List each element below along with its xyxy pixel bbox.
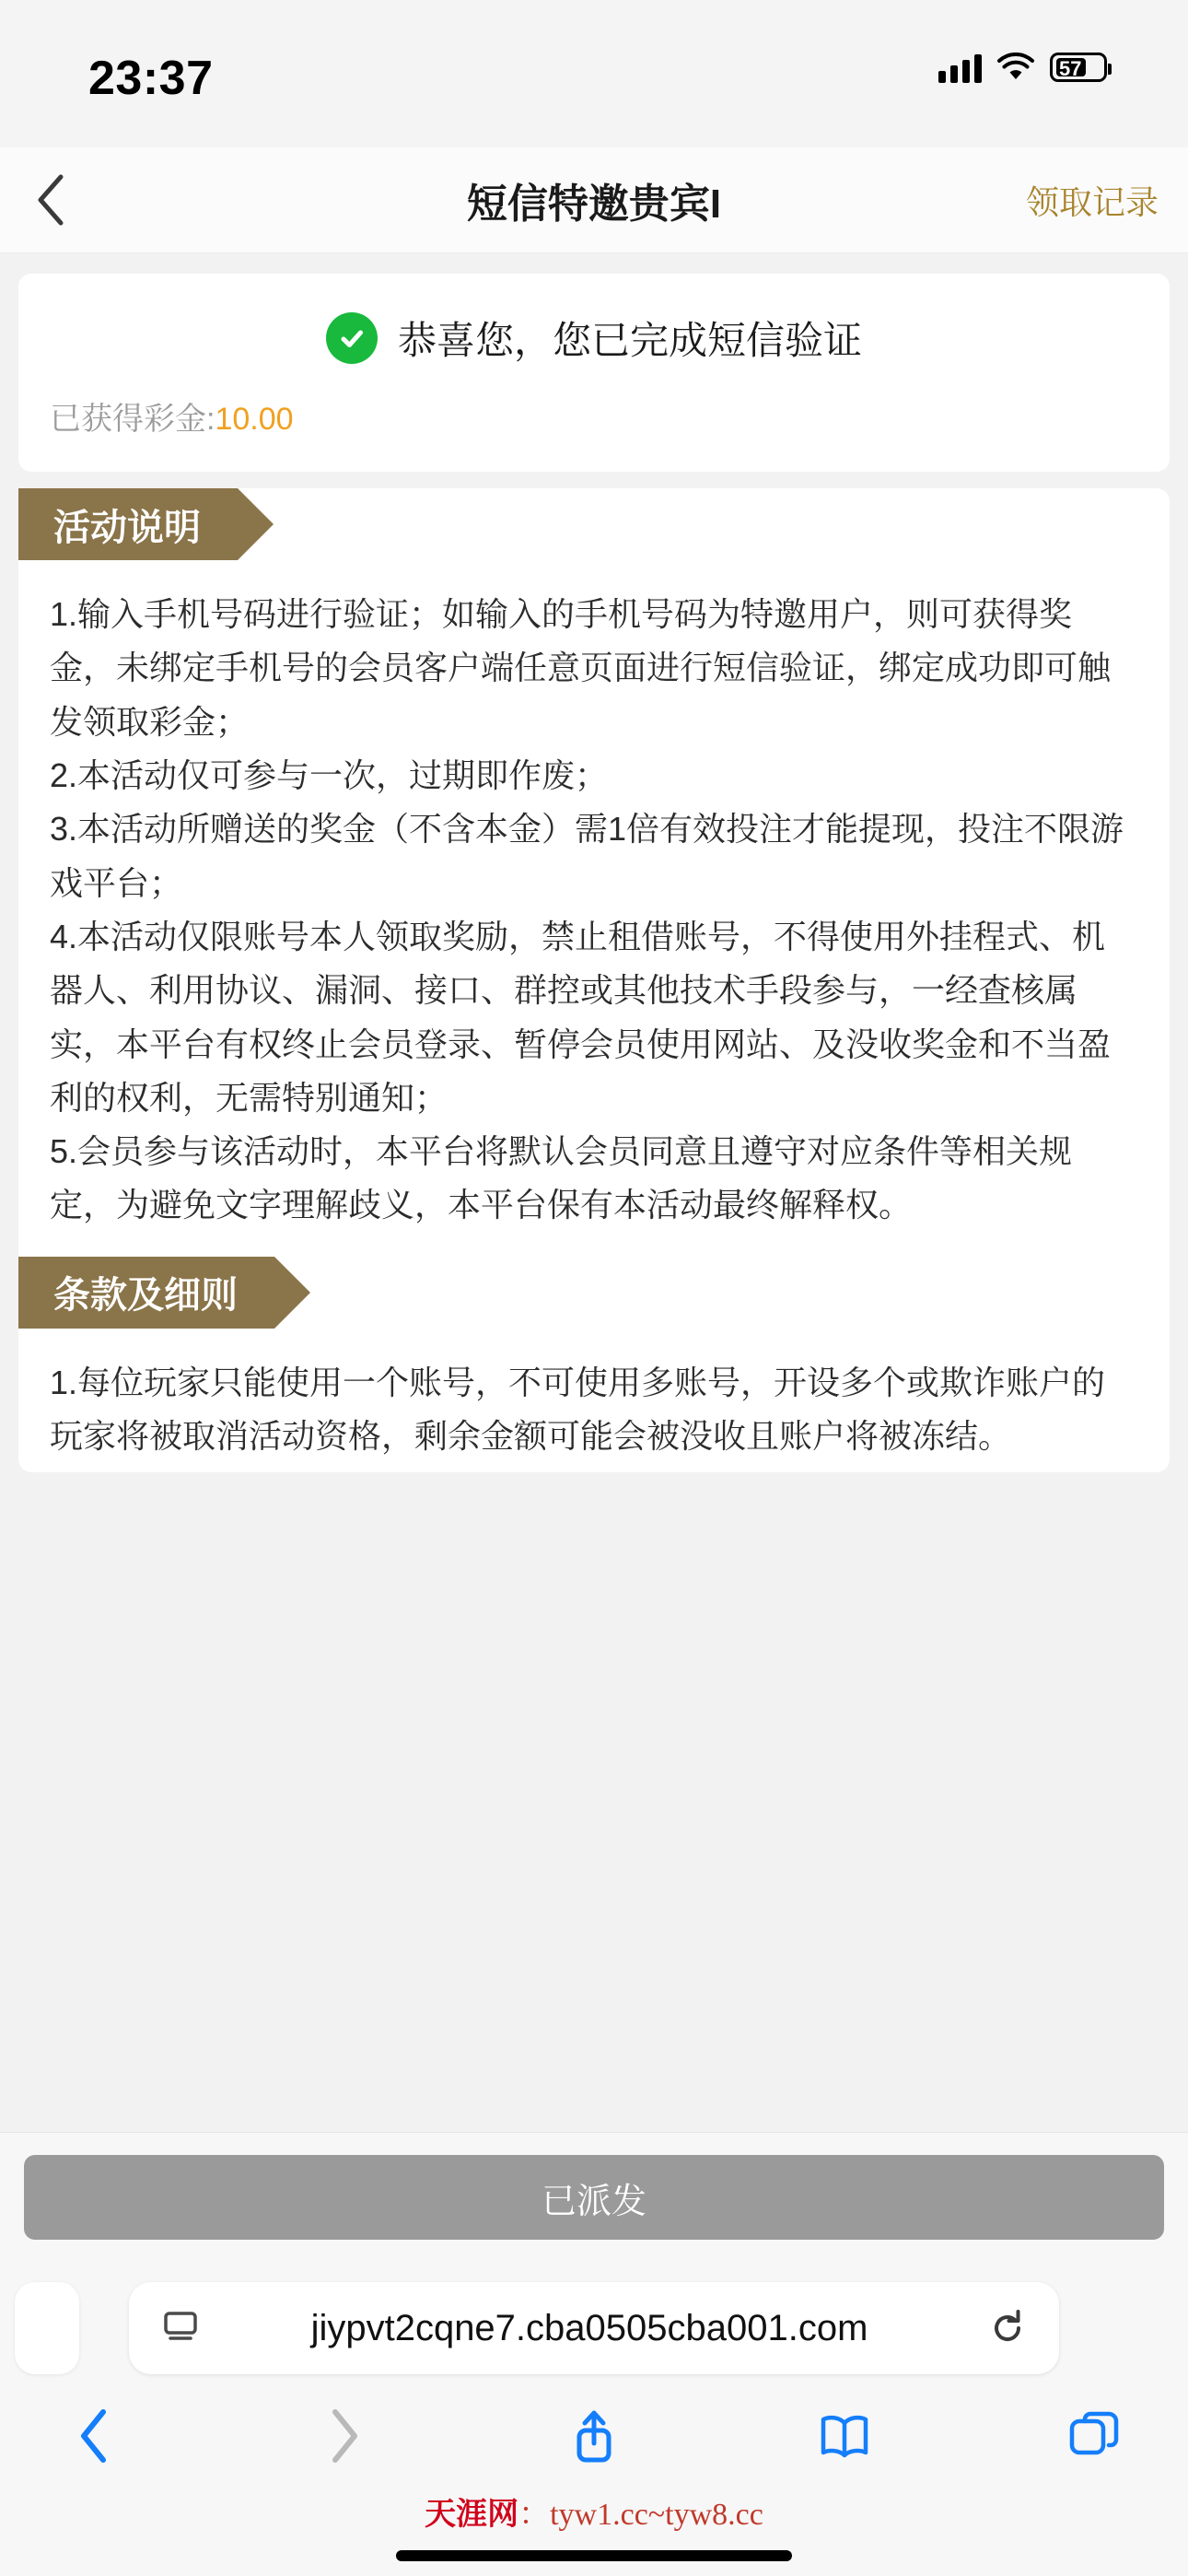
url-bar[interactable] <box>129 2282 1059 2374</box>
success-row <box>50 310 1138 366</box>
gain-label: 已获得彩金: <box>50 402 215 437</box>
wifi-icon <box>996 53 1035 82</box>
cta-zone <box>0 2132 1188 2267</box>
status-bar-time: 23:37 <box>88 52 214 105</box>
section-body <box>18 1329 1170 1464</box>
tabs-icon <box>1068 2410 1120 2462</box>
rule-paragraph: 2.本活动仅可参与一次，过期即作废； <box>50 755 609 794</box>
battery-icon <box>1050 53 1107 82</box>
home-indicator <box>396 2550 792 2561</box>
gain-amount: 10.00 <box>215 402 294 437</box>
page-title: 短信特邀贵宾I <box>466 181 722 227</box>
chevron-right-icon <box>328 2407 361 2465</box>
browser-toolbar <box>0 2374 1188 2483</box>
verification-result-card <box>18 274 1170 472</box>
watermark-brand: 天涯网 <box>425 2498 519 2532</box>
rule-paragraph: 1.输入手机号码进行验证；如输入的手机号码为特邀用户，则可获得奖金，未绑定手机号的会员客户端任意页面进行短信验证，绑定成功即可触发领取彩金； <box>50 595 1112 741</box>
watermark-links: tyw1.cc~tyw8.cc <box>550 2498 763 2532</box>
page-content <box>0 253 1188 2132</box>
reload-icon[interactable] <box>974 2308 1028 2348</box>
watermark <box>0 2483 1188 2541</box>
cellular-signal-icon <box>938 52 982 83</box>
previous-tab-edge[interactable] <box>15 2282 79 2374</box>
page-navbar <box>0 147 1188 253</box>
claim-button[interactable]: 已派发 <box>24 2155 1164 2240</box>
back-button[interactable] <box>57 2402 131 2470</box>
section-title-ribbon: 活动说明 <box>18 488 238 560</box>
watermark-separator: ： <box>518 2498 551 2532</box>
book-icon <box>818 2412 871 2460</box>
section-body <box>18 560 1170 1233</box>
browser-chrome <box>0 2267 1188 2576</box>
rule-paragraph: 5.会员参与该活动时，本平台将默认会员同意且遵守对应条件等相关规定，为避免文字理解歧义，本平台保有本活动最终解释权。 <box>50 1132 1073 1224</box>
battery-level: 57 <box>1059 57 1082 80</box>
status-bar-indicators <box>938 52 1107 83</box>
terms-paragraph: 1.每位玩家只能使用一个账号，不可使用多账号，开设多个或欺诈账户的玩家将被取消活动资格，剩余金额可能会被没收且账户将被冻结。 <box>50 1363 1106 1456</box>
share-button[interactable] <box>557 2402 631 2470</box>
back-button[interactable] <box>0 147 101 252</box>
bookmarks-button[interactable] <box>808 2402 881 2470</box>
check-circle-icon <box>326 312 378 364</box>
rule-paragraph: 4.本活动仅限账号本人领取奖励，禁止租借账号，不得使用外挂程式、机器人、利用协议、漏洞、接口、群控或其他技术手段参与，一经查核属实，本平台有权终止会员登录、暂停会员使用网站、及没收奖金和不当盈利的权利，无需特别通知； <box>50 917 1112 1117</box>
rule-paragraph: 3.本活动所赠送的奖金（不含本金）需1倍有效投注才能提现，投注不限游戏平台； <box>50 810 1124 902</box>
tabs-button[interactable] <box>1057 2402 1131 2470</box>
status-bar <box>0 0 1188 147</box>
success-message: 恭喜您，您已完成短信验证 <box>397 319 862 362</box>
share-icon <box>570 2406 618 2465</box>
section-activity-rules <box>18 488 1170 1472</box>
chevron-left-icon <box>35 173 66 227</box>
url-text[interactable]: jiypvt2cqne7.cba0505cba001.com <box>310 2307 868 2348</box>
forward-button <box>308 2402 381 2470</box>
chevron-left-icon <box>77 2407 111 2465</box>
section-title-ribbon: 条款及细则 <box>18 1257 274 1329</box>
claim-records-link[interactable]: 领取记录 <box>1025 182 1159 221</box>
url-bar-row <box>0 2282 1188 2374</box>
gain-row <box>50 393 1138 439</box>
